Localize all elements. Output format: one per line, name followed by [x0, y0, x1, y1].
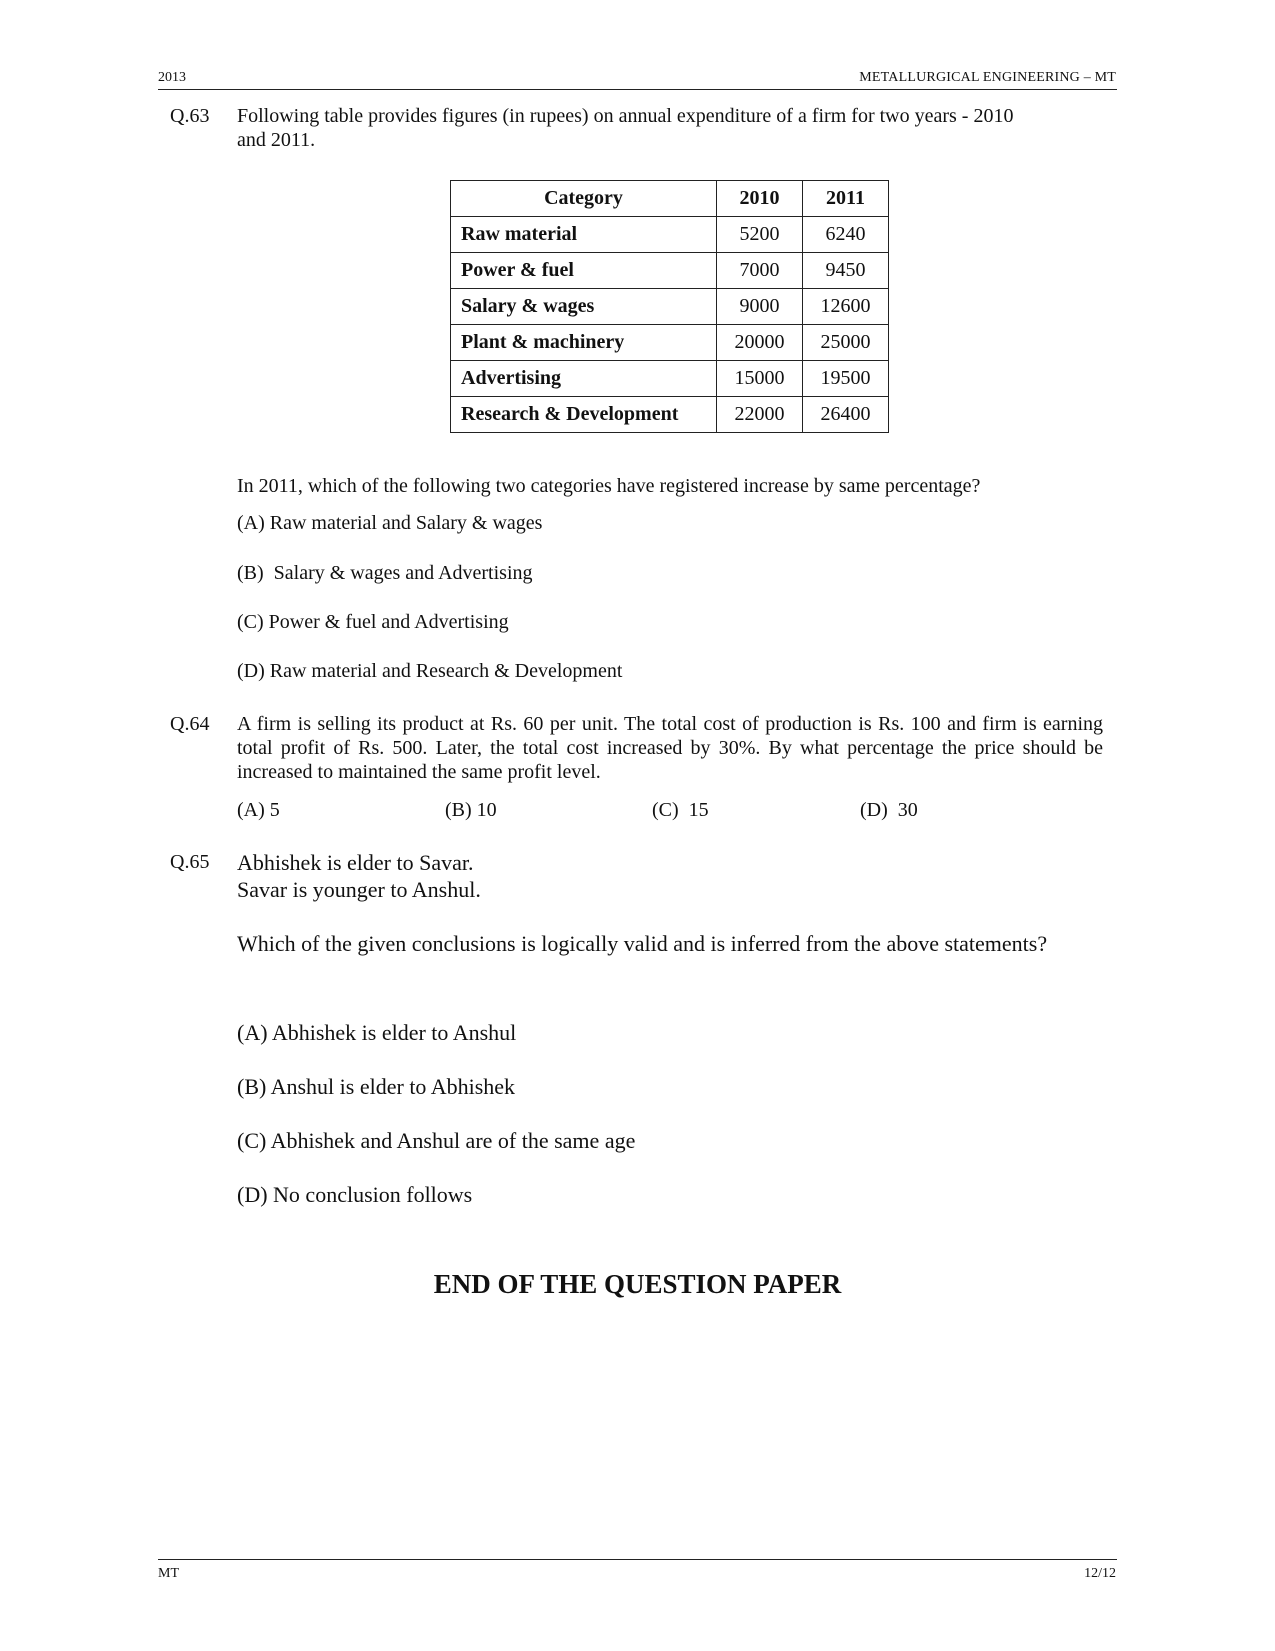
table-row [451, 217, 889, 253]
q64-number: Q.64 [170, 713, 210, 735]
q65-option-b: (B) Anshul is elder to Abhishek [237, 1074, 516, 1099]
header-rule [158, 89, 1117, 90]
table-cell-category: Power & fuel [451, 253, 717, 289]
table-cell-category: Salary & wages [451, 289, 717, 325]
table-cell-category: Plant & machinery [451, 325, 717, 361]
q65-number: Q.65 [170, 851, 210, 873]
q63-option-a: (A) Raw material and Salary & wages [237, 512, 543, 534]
q65-option-c: (C) Abhishek and Anshul are of the same age [237, 1128, 636, 1153]
q65-statement-1: Abhishek is elder to Savar. [237, 850, 474, 875]
table-row [451, 253, 889, 289]
q65-option-d: (D) No conclusion follows [237, 1182, 473, 1207]
q63-number: Q.63 [170, 105, 210, 127]
q63-stem-line2: and 2011. [237, 129, 316, 151]
header-subject: METALLURGICAL ENGINEERING – MT [859, 70, 1116, 85]
table-header-2011: 2011 [803, 181, 889, 217]
q63-option-c: (C) Power & fuel and Advertising [237, 611, 509, 633]
table-header-category: Category [451, 181, 717, 217]
header-year: 2013 [158, 70, 186, 85]
table-row [451, 325, 889, 361]
table-cell-category: Raw material [451, 217, 717, 253]
table-cell-2010: 20000 [717, 325, 803, 361]
q63-question: In 2011, which of the following two categories have registered increase by same percentage? [237, 475, 981, 497]
expenditure-table [450, 180, 889, 433]
footer-page-number: 12/12 [1084, 1566, 1116, 1581]
table-row [451, 397, 889, 433]
q63-stem [237, 104, 1103, 152]
q64-option-b: (B) 10 [445, 799, 497, 821]
footer-rule [158, 1559, 1117, 1560]
table-cell-2011: 6240 [803, 217, 889, 253]
table-cell-2010: 22000 [717, 397, 803, 433]
table-row [451, 289, 889, 325]
table-cell-2011: 25000 [803, 325, 889, 361]
table-cell-2010: 7000 [717, 253, 803, 289]
q64-stem: A firm is selling its product at Rs. 60 per unit. The total cost of production is Rs. 100 and firm is earning total profit of Rs. 500. Later, the total cost increased by 30%. By what percentage the price should be increased to maintained the same profit level. [237, 713, 1103, 783]
table-cell-category: Research & Development [451, 397, 717, 433]
table-row [451, 361, 889, 397]
table-cell-2011: 12600 [803, 289, 889, 325]
q65-option-a: (A) Abhishek is elder to Anshul [237, 1020, 517, 1045]
q64-option-c: (C) 15 [652, 799, 709, 821]
table-header-2010: 2010 [717, 181, 803, 217]
q63-option-d: (D) Raw material and Research & Development [237, 660, 623, 682]
table-cell-2010: 5200 [717, 217, 803, 253]
table-cell-2010: 9000 [717, 289, 803, 325]
table-cell-2011: 9450 [803, 253, 889, 289]
end-of-paper: END OF THE QUESTION PAPER [433, 1269, 842, 1299]
q63-stem-line1: Following table provides figures (in rupees) on annual expenditure of a firm for two years - 2010 [237, 105, 1014, 127]
q63-option-b: (B) Salary & wages and Advertising [237, 562, 533, 584]
table-cell-2011: 26400 [803, 397, 889, 433]
table-cell-category: Advertising [451, 361, 717, 397]
q65-statement-2: Savar is younger to Anshul. [237, 877, 481, 902]
q65-question: Which of the given conclusions is logically valid and is inferred from the above statements? [237, 931, 1048, 956]
footer-code: MT [158, 1566, 179, 1581]
table-cell-2011: 19500 [803, 361, 889, 397]
q64-option-a: (A) 5 [237, 799, 280, 821]
table-cell-2010: 15000 [717, 361, 803, 397]
table-header-row [451, 181, 889, 217]
q64-option-d: (D) 30 [860, 799, 918, 821]
